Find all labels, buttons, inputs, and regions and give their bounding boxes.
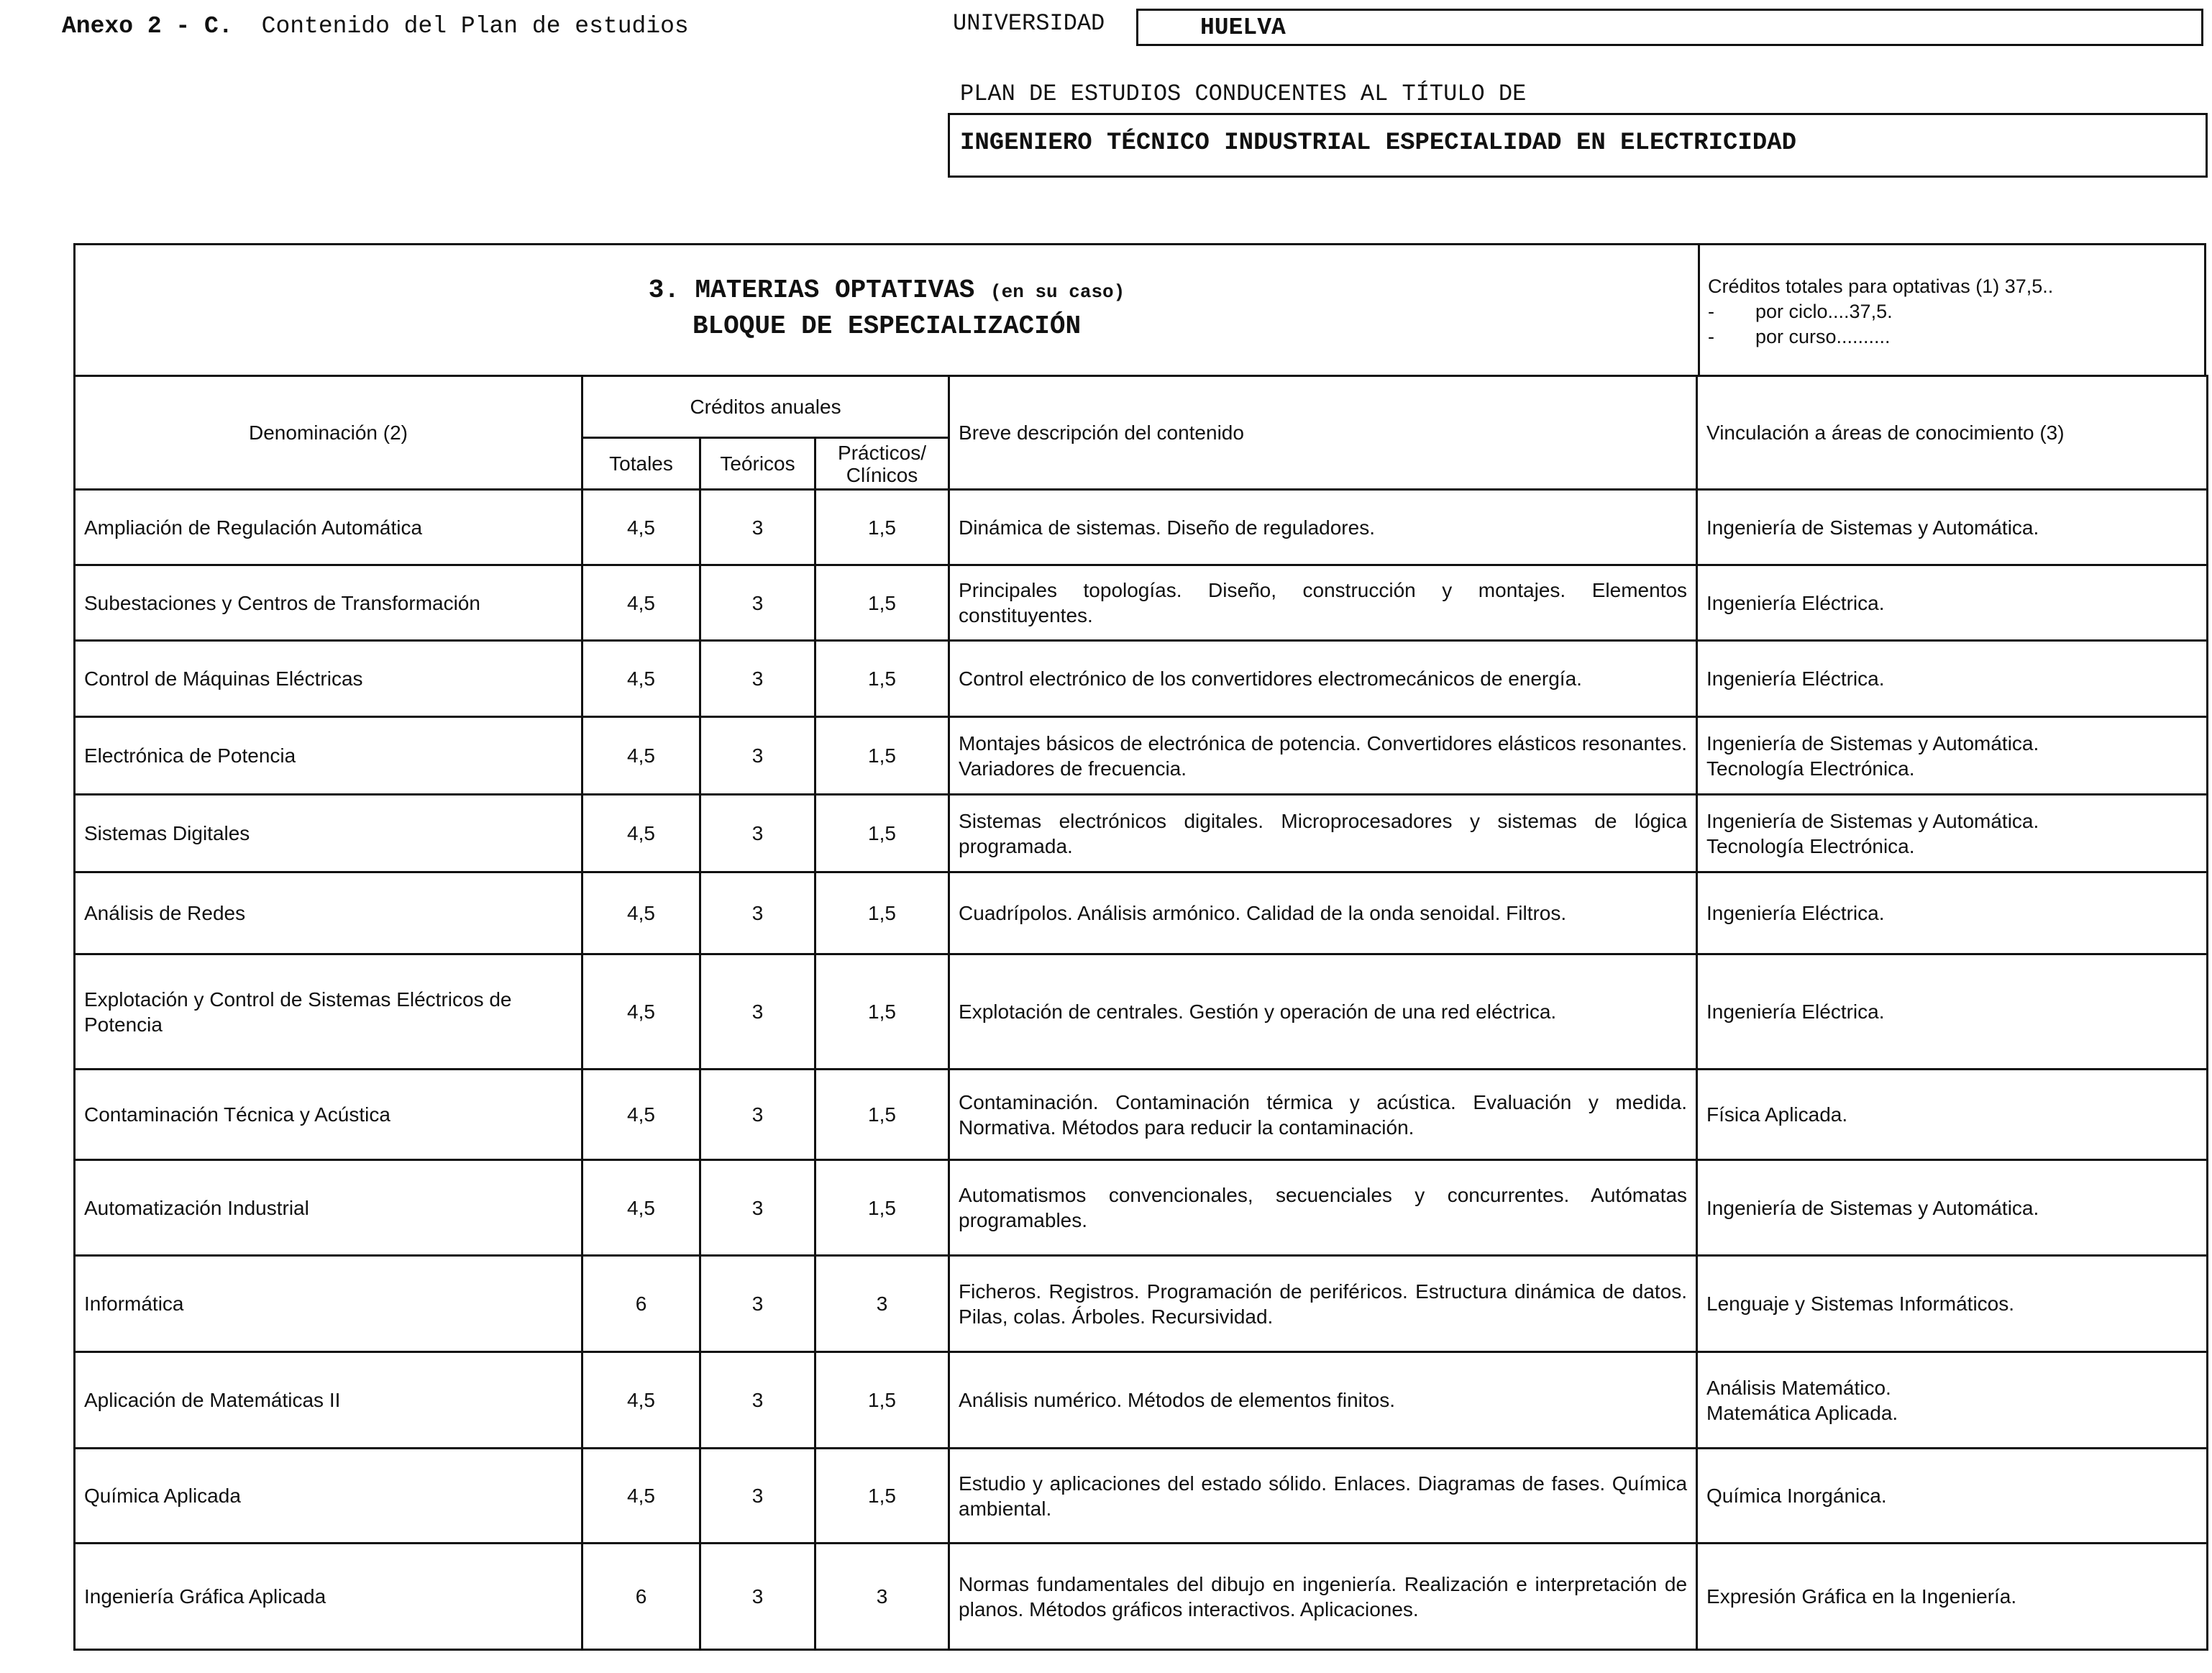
subjects-grid [73, 375, 2208, 1651]
subject-description: Normas fundamentales del dibujo en ingeniería. Realización e interpretación de planos. Métodos gráficos interactivos. Aplicaciones. [949, 1544, 1697, 1650]
subject-name: Química Aplicada [75, 1449, 582, 1544]
credits-total-cell: 4,5 [582, 717, 700, 795]
annex-text: Contenido del Plan de estudios [261, 13, 689, 40]
optional-subjects-table [73, 243, 2206, 1656]
table-row [75, 1160, 2208, 1256]
subject-description: Contaminación. Contaminación térmica y acústica. Evaluación y medida. Normativa. Métodos para reducir la contaminación. [949, 1070, 1697, 1160]
credits-practical-cell: 1,5 [815, 954, 949, 1070]
credits-total-cell: 4,5 [582, 795, 700, 872]
subject-name: Ampliación de Regulación Automática [75, 490, 582, 565]
credits-total-cell: 4,5 [582, 641, 700, 717]
column-header-row [75, 376, 2208, 438]
knowledge-areas: Ingeniería Eléctrica. [1697, 641, 2208, 717]
credits-theory-cell: 3 [700, 954, 815, 1070]
subject-name: Subestaciones y Centros de Transformación [75, 565, 582, 641]
table-row [75, 795, 2208, 872]
knowledge-areas: Análisis Matemático. Matemática Aplicada. [1697, 1352, 2208, 1449]
credits-total-cell: 6 [582, 1256, 700, 1352]
subject-name: Electrónica de Potencia [75, 717, 582, 795]
credits-total-cell: 4,5 [582, 1160, 700, 1256]
knowledge-areas: Química Inorgánica. [1697, 1449, 2208, 1544]
knowledge-areas: Lenguaje y Sistemas Informáticos. [1697, 1256, 2208, 1352]
annex-heading [62, 13, 689, 40]
subject-description: Explotación de centrales. Gestión y operación de una red eléctrica. [949, 954, 1697, 1070]
subject-name: Automatización Industrial [75, 1160, 582, 1256]
degree-title-box [948, 113, 2208, 178]
table-row [75, 1544, 2208, 1650]
credits-cycle: por ciclo....37,5. [1755, 301, 1893, 322]
section-subtitle: BLOQUE DE ESPECIALIZACIÓN [692, 311, 1082, 341]
subject-description: Sistemas electrónicos digitales. Microprocesadores y sistemas de lógica programada. [949, 795, 1697, 872]
credits-theory-cell: 3 [700, 1256, 815, 1352]
subject-name: Contaminación Técnica y Acústica [75, 1070, 582, 1160]
knowledge-areas: Ingeniería de Sistemas y Automática. [1697, 490, 2208, 565]
credits-total-cell: 4,5 [582, 565, 700, 641]
annex-label: Anexo 2 - C. [62, 13, 233, 40]
subject-description: Estudio y aplicaciones del estado sólido. Enlaces. Diagramas de fases. Química ambiental. [949, 1449, 1697, 1544]
credits-theory-cell: 3 [700, 1160, 815, 1256]
credits-summary [1708, 274, 2053, 350]
subject-description: Cuadrípolos. Análisis armónico. Calidad de la onda senoidal. Filtros. [949, 872, 1697, 954]
credits-practical-cell: 1,5 [815, 872, 949, 954]
credits-theory-cell: 3 [700, 795, 815, 872]
degree-title: INGENIERO TÉCNICO INDUSTRIAL ESPECIALIDAD EN ELECTRICIDAD [960, 129, 1796, 157]
table-row [75, 1070, 2208, 1160]
col-header-totals: Totales [582, 438, 700, 490]
col-header-theory: Teóricos [700, 438, 815, 490]
col-header-areas: Vinculación a áreas de conocimiento (3) [1697, 376, 2208, 490]
knowledge-areas: Ingeniería Eléctrica. [1697, 565, 2208, 641]
section-title [76, 275, 1698, 305]
table-row [75, 1352, 2208, 1449]
knowledge-areas: Ingeniería de Sistemas y Automática. Tecnología Electrónica. [1697, 795, 2208, 872]
knowledge-areas: Física Aplicada. [1697, 1070, 2208, 1160]
section-title-text: 3. MATERIAS OPTATIVAS [648, 275, 975, 305]
credits-theory-cell: 3 [700, 717, 815, 795]
credits-practical-cell: 1,5 [815, 490, 949, 565]
credits-practical-cell: 1,5 [815, 1449, 949, 1544]
credits-cycle-line: - por ciclo....37,5. [1708, 301, 1893, 322]
subject-description: Montajes básicos de electrónica de potencia. Convertidores elásticos resonantes. Variadores de frecuencia. [949, 717, 1697, 795]
credits-total-cell: 4,5 [582, 1352, 700, 1449]
credits-practical-cell: 1,5 [815, 565, 949, 641]
subject-description: Dinámica de sistemas. Diseño de reguladores. [949, 490, 1697, 565]
knowledge-areas: Ingeniería de Sistemas y Automática. [1697, 1160, 2208, 1256]
credits-theory-cell: 3 [700, 565, 815, 641]
table-row [75, 1449, 2208, 1544]
knowledge-areas: Ingeniería Eléctrica. [1697, 954, 2208, 1070]
knowledge-areas: Ingeniería de Sistemas y Automática. Tecnología Electrónica. [1697, 717, 2208, 795]
section-title-note: (en su caso) [990, 281, 1125, 303]
credits-theory-cell: 3 [700, 1449, 815, 1544]
credits-theory-cell: 3 [700, 1070, 815, 1160]
subject-name: Control de Máquinas Eléctricas [75, 641, 582, 717]
subject-description: Análisis numérico. Métodos de elementos finitos. [949, 1352, 1697, 1449]
table-row [75, 1256, 2208, 1352]
credits-total-cell: 4,5 [582, 872, 700, 954]
credits-practical-cell: 3 [815, 1256, 949, 1352]
col-header-annual-credits: Créditos anuales [582, 376, 949, 438]
subject-name: Sistemas Digitales [75, 795, 582, 872]
section-header [73, 243, 2206, 377]
subject-name: Ingeniería Gráfica Aplicada [75, 1544, 582, 1650]
credits-theory-cell: 3 [700, 1544, 815, 1650]
subject-description: Automatismos convencionales, secuenciales y concurrentes. Autómatas programables. [949, 1160, 1697, 1256]
university-name: HUELVA [1200, 14, 1286, 41]
subject-description: Principales topologías. Diseño, construcción y montajes. Elementos constituyentes. [949, 565, 1697, 641]
table-row [75, 872, 2208, 954]
plan-label: PLAN DE ESTUDIOS CONDUCENTES AL TÍTULO DE [960, 81, 1527, 107]
section-title-area [76, 245, 1700, 375]
subject-description: Ficheros. Registros. Programación de periféricos. Estructura dinámica de datos. Pilas, colas. Árboles. Recursividad. [949, 1256, 1697, 1352]
credits-practical-cell: 1,5 [815, 641, 949, 717]
credits-total-cell: 4,5 [582, 1449, 700, 1544]
table-row [75, 490, 2208, 565]
knowledge-areas: Expresión Gráfica en la Ingeniería. [1697, 1544, 2208, 1650]
credits-practical-cell: 3 [815, 1544, 949, 1650]
col-header-description: Breve descripción del contenido [949, 376, 1697, 490]
credits-total-cell: 4,5 [582, 954, 700, 1070]
credits-course-line: - por curso.......... [1708, 326, 1891, 347]
university-label: UNIVERSIDAD [953, 10, 1105, 37]
table-row [75, 641, 2208, 717]
subject-name: Explotación y Control de Sistemas Eléctricos de Potencia [75, 954, 582, 1070]
subject-description: Control electrónico de los convertidores electromecánicos de energía. [949, 641, 1697, 717]
subject-name: Análisis de Redes [75, 872, 582, 954]
credits-theory-cell: 3 [700, 490, 815, 565]
credits-theory-cell: 3 [700, 641, 815, 717]
credits-total-cell: 4,5 [582, 490, 700, 565]
credits-practical-cell: 1,5 [815, 1352, 949, 1449]
credits-total: Créditos totales para optativas (1) 37,5.. [1708, 275, 2054, 297]
university-box [1136, 9, 2203, 46]
table-row [75, 565, 2208, 641]
credits-practical-cell: 1,5 [815, 795, 949, 872]
credits-total-cell: 6 [582, 1544, 700, 1650]
credits-total-cell: 4,5 [582, 1070, 700, 1160]
subject-name: Aplicación de Matemáticas II [75, 1352, 582, 1449]
credits-practical-cell: 1,5 [815, 717, 949, 795]
subject-name: Informática [75, 1256, 582, 1352]
knowledge-areas: Ingeniería Eléctrica. [1697, 872, 2208, 954]
credits-practical-cell: 1,5 [815, 1160, 949, 1256]
col-header-practical: Prácticos/ Clínicos [815, 438, 949, 490]
credits-practical-cell: 1,5 [815, 1070, 949, 1160]
credits-theory-cell: 3 [700, 872, 815, 954]
credits-course: por curso.......... [1755, 326, 1891, 347]
table-row [75, 954, 2208, 1070]
credits-theory-cell: 3 [700, 1352, 815, 1449]
table-row [75, 717, 2208, 795]
col-header-name: Denominación (2) [75, 376, 582, 490]
